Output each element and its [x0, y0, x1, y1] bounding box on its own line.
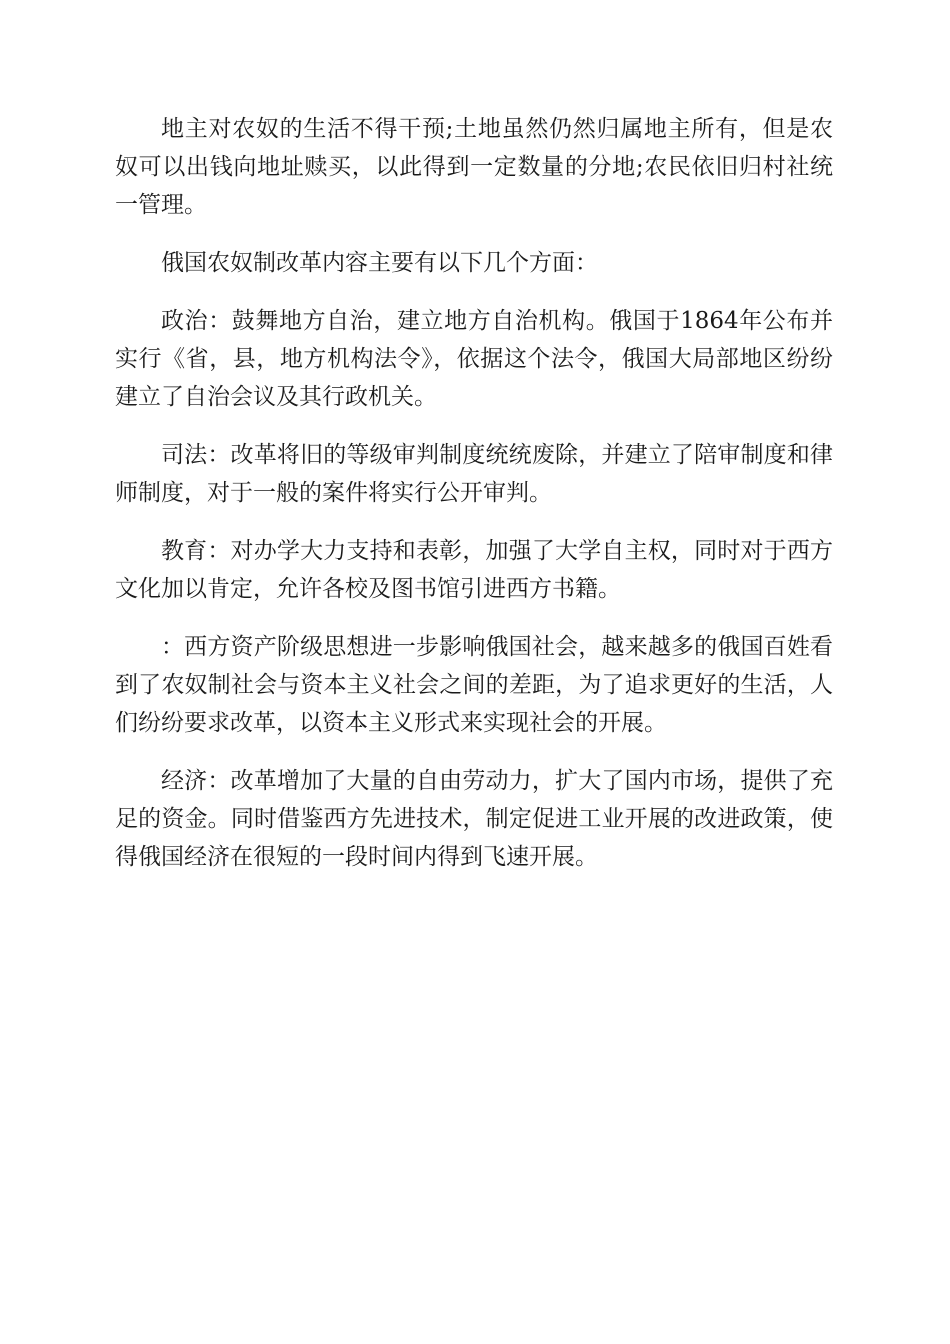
document-body [115, 110, 833, 896]
paragraph-judiciary: 司法：改革将旧的等级审判制度统统废除，并建立了陪审制度和律师制度，对于一般的案件将实行公开审判。 [115, 442, 833, 506]
paragraph-land-redemption: 地主对农奴的生活不得干预;土地虽然仍然归属地主所有，但是农奴可以出钱向地址赎买，以此得到一定数量的分地;农民依旧归村社统一管理。 [115, 116, 833, 218]
paragraph-reform-intro: 俄国农奴制改革内容主要有以下几个方面： [161, 250, 598, 276]
paragraph-politics: 政治：鼓舞地方自治，建立地方自治机构。俄国于1864年公布并实行《省，县，地方机构法令》，依据这个法令，俄国大局部地区纷纷建立了自治会议及其行政机关。 [115, 308, 833, 410]
paragraph-thought: ：西方资产阶级思想进一步影响俄国社会，越来越多的俄国百姓看到了农奴制社会与资本主义社会之间的差距，为了追求更好的生活，人们纷纷要求改革，以资本主义形式来实现社会的开展。 [115, 634, 833, 736]
paragraph-education: 教育：对办学大力支持和表彰，加强了大学自主权，同时对于西方文化加以肯定，允许各校及图书馆引进西方书籍。 [115, 538, 833, 602]
paragraph-economy: 经济：改革增加了大量的自由劳动力，扩大了国内市场，提供了充足的资金。同时借鉴西方先进技术，制定促进工业开展的改进政策，使得俄国经济在很短的一段时间内得到飞速开展。 [115, 768, 833, 870]
